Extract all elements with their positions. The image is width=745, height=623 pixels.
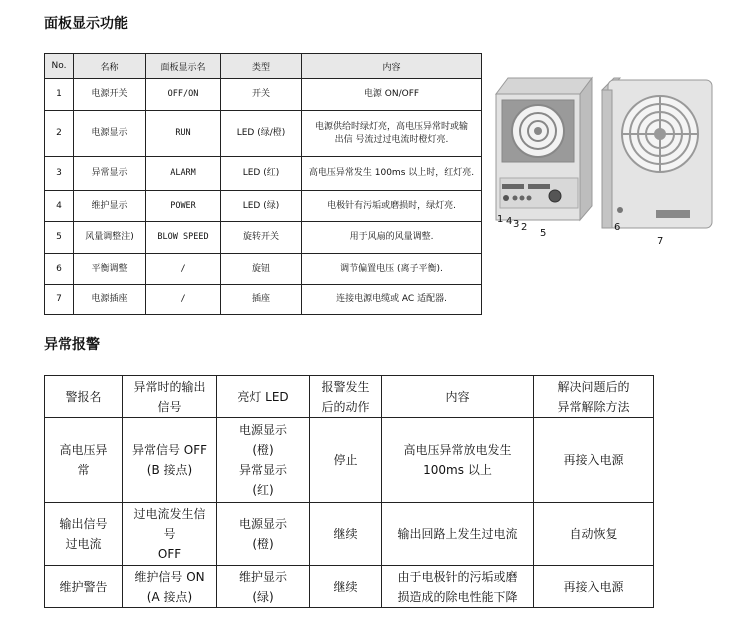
cell-display: ALARM [146,157,221,191]
cell-display: RUN [146,111,221,157]
header-content: 内容 [382,376,534,418]
cell-name: 电源显示 [74,111,146,157]
photo-label-2: 2 [521,222,528,233]
photo-label-6: 6 [614,222,621,233]
table-row [45,79,482,111]
cell-content: 用于风扇的风量调整. [302,222,482,254]
photo-label-4: 4 [506,216,513,227]
cell-alarm: 高电压异 常 [45,418,123,503]
header-type: 类型 [221,54,302,79]
cell-content: 输出回路上发生过电流 [382,503,534,566]
cell-type: LED (绿) [221,191,302,222]
cell-type: LED (红) [221,157,302,191]
table-row [45,566,654,608]
cell-name: 电源开关 [74,79,146,111]
cell-name: 风量调整注) [74,222,146,254]
header-no: No. [45,54,74,79]
cell-no: 5 [45,222,74,254]
cell-action: 继续 [310,566,382,608]
cell-type: 旋钮 [221,254,302,285]
cell-reset: 再接入电源 [534,418,654,503]
alarm-table [44,375,654,608]
cell-no: 4 [45,191,74,222]
table-header-row [45,376,654,418]
cell-display: POWER [146,191,221,222]
table-row [45,157,482,191]
photo-label-1: 1 [497,214,504,225]
cell-no: 6 [45,254,74,285]
header-display: 面板显示名 [146,54,221,79]
cell-no: 7 [45,285,74,315]
alarm-section-title: 异常报警 [44,337,100,353]
header-led: 亮灯 LED [217,376,310,418]
cell-display: / [146,254,221,285]
ionizer-front-photo [488,74,594,224]
panel-function-table [44,53,482,315]
photo-label-7: 7 [657,236,664,247]
cell-led: 电源显示 (橙) 异常显示 (红) [217,418,310,503]
table-row [45,503,654,566]
cell-signal: 维护信号 ON (A 接点) [123,566,217,608]
cell-display: / [146,285,221,315]
header-reset: 解决问题后的 异常解除方法 [534,376,654,418]
cell-action: 继续 [310,503,382,566]
cell-name: 维护显示 [74,191,146,222]
cell-type: 插座 [221,285,302,315]
photo-label-5: 5 [540,228,547,239]
cell-content: 由于电极针的污垢或磨 损造成的除电性能下降 [382,566,534,608]
cell-type: 开关 [221,79,302,111]
cell-display: BLOW SPEED [146,222,221,254]
panel-section-title: 面板显示功能 [44,16,128,32]
table-row [45,111,482,157]
table-row [45,222,482,254]
cell-name: 平衡调整 [74,254,146,285]
header-content: 内容 [302,54,482,79]
cell-led: 维护显示 (绿) [217,566,310,608]
cell-content: 电源供给时绿灯亮，高电压异常时或输 出信 号流过过电流时橙灯亮. [302,111,482,157]
cell-content: 连接电源电缆或 AC 适配器. [302,285,482,315]
cell-signal: 异常信号 OFF (B 接点) [123,418,217,503]
cell-content: 高电压异常放电发生 100ms 以上 [382,418,534,503]
cell-content: 电极针有污垢或磨损时，绿灯亮. [302,191,482,222]
cell-led: 电源显示 (橙) [217,503,310,566]
cell-reset: 自动恢复 [534,503,654,566]
cell-content: 电源 ON/OFF [302,79,482,111]
cell-no: 2 [45,111,74,157]
header-signal: 异常时的输出 信号 [123,376,217,418]
table-row [45,191,482,222]
table-row [45,418,654,503]
header-alarm: 警报名 [45,376,123,418]
cell-content: 高电压异常发生 100ms 以上时，红灯亮. [302,157,482,191]
cell-alarm: 维护警告 [45,566,123,608]
table-row [45,254,482,285]
table-row [45,285,482,315]
cell-content: 调节偏置电压 (离子平衡). [302,254,482,285]
cell-no: 3 [45,157,74,191]
cell-signal: 过电流发生信 号 OFF [123,503,217,566]
cell-type: 旋转开关 [221,222,302,254]
cell-no: 1 [45,79,74,111]
photo-label-3: 3 [513,219,520,230]
cell-name: 异常显示 [74,157,146,191]
ionizer-back-photo [598,76,714,234]
cell-alarm: 输出信号 过电流 [45,503,123,566]
cell-type: LED (绿/橙) [221,111,302,157]
cell-name: 电源插座 [74,285,146,315]
cell-reset: 再接入电源 [534,566,654,608]
header-name: 名称 [74,54,146,79]
cell-action: 停止 [310,418,382,503]
table-header-row [45,54,482,79]
header-action: 报警发生 后的动作 [310,376,382,418]
cell-display: OFF/ON [146,79,221,111]
